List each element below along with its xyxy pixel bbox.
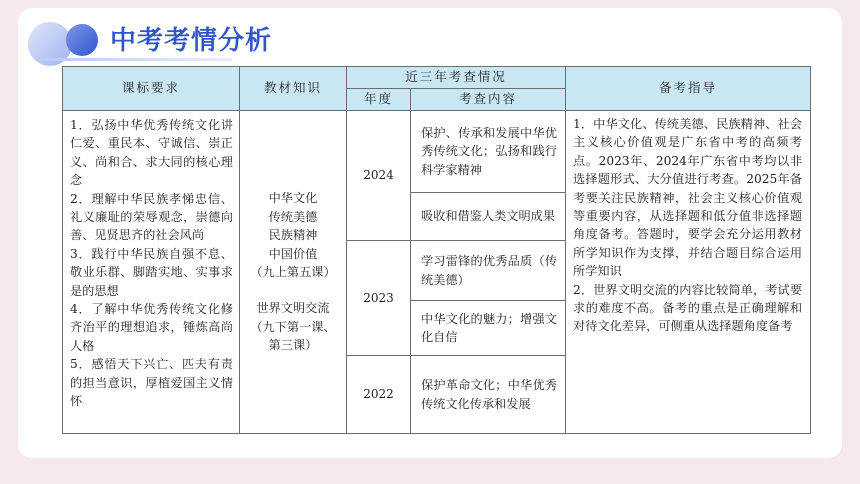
year-cell: 2023	[347, 241, 411, 356]
requirement-item: 3．践行中华民族自强不息、敬业乐群、脚踏实地、实事求是的思想	[70, 246, 233, 298]
header-content: 考查内容	[411, 89, 566, 111]
header-knowledge: 教材知识	[240, 67, 347, 111]
requirement-item: 2．理解中华民族孝悌忠信、礼义廉耻的荣辱观念，崇德向善、见贤思齐的社会风尚	[70, 191, 233, 243]
requirement-item: 5．感悟天下兴亡、匹夫有责的担当意识，厚植爱国主义情怀	[70, 357, 233, 409]
title-underline	[38, 58, 232, 61]
knowledge-line: 中国价值	[268, 246, 318, 261]
header-year: 年度	[347, 89, 411, 111]
content-cell: 保护革命文化；中华优秀传统文化传承和发展	[411, 356, 566, 434]
guide-item: 2．世界文明交流的内容比较简单，考试要求的难度不高。备考的重点是正确理解和对待文化差异，可侧重从选择题角度备考	[573, 282, 803, 334]
requirements-cell	[63, 111, 240, 434]
knowledge-line: 第三课）	[268, 338, 318, 353]
knowledge-line: （九下第一课、	[250, 319, 336, 334]
year-cell: 2024	[347, 111, 411, 241]
knowledge-line: 世界文明交流	[256, 301, 330, 316]
requirement-item: 1．弘扬中华优秀传统文化讲仁爱、重民本、守诚信、崇正义、尚和合、求大同的核心理念	[70, 118, 233, 188]
knowledge-line: （九上第五课）	[250, 265, 336, 279]
content-cell: 保护、传承和发展中华优秀传统文化；弘扬和践行科学家精神	[411, 111, 566, 193]
knowledge-line: 中华文化	[268, 191, 318, 206]
page-title: 中考考情分析	[110, 26, 273, 56]
guide-item: 1．中华文化、传统美德、民族精神、社会主义核心价值观是广东省中考的高频考点。2023年、2024年广东省中考均以非选择题形式、大分值进行考查。2025年备考要关注民族精神，社会主义核心价值观等重要内容，从选择题和低分值非选择题角度备考。答题时，要学会充分运用教材所学知识作为支撑，并结合题目综合运用所学知识	[573, 117, 803, 279]
header-exam-group: 近三年考查情况	[347, 67, 566, 89]
knowledge-cell	[240, 111, 347, 434]
requirement-item: 4．了解中华优秀传统文化修齐治平的理想追求，锤炼高尚人格	[70, 302, 233, 353]
exam-analysis-table	[62, 66, 811, 434]
header-requirement: 课标要求	[63, 67, 240, 111]
knowledge-line: 民族精神	[268, 228, 318, 243]
content-cell: 吸收和借鉴人类文明成果	[411, 193, 566, 241]
knowledge-line: 传统美德	[268, 209, 318, 224]
header-guide: 备考指导	[566, 67, 811, 111]
content-cell: 中华文化的魅力；增强文化自信	[411, 301, 566, 356]
year-cell: 2022	[347, 356, 411, 434]
decorative-circles-icon	[20, 14, 116, 70]
content-cell: 学习雷锋的优秀品质（传统美德）	[411, 241, 566, 301]
guide-cell	[566, 111, 811, 434]
